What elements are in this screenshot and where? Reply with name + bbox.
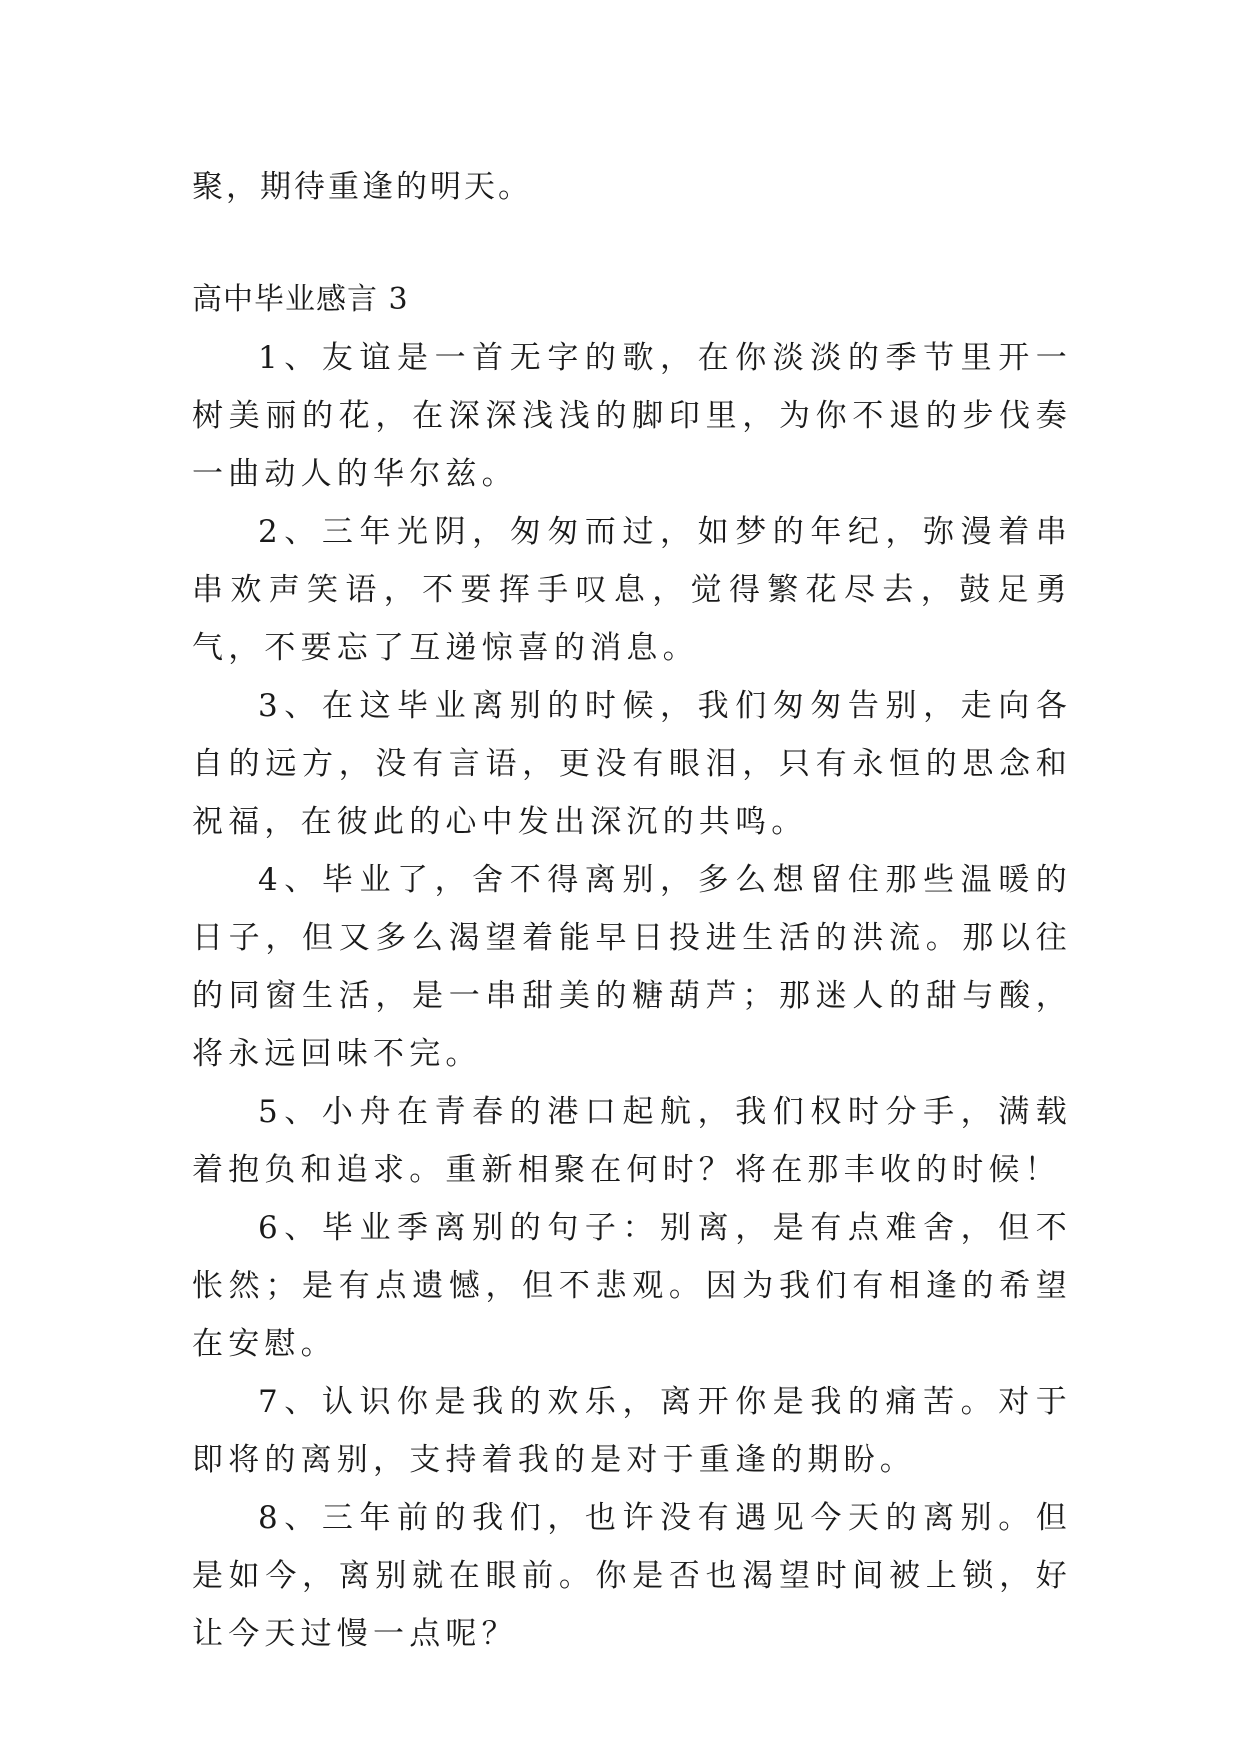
- paragraph-2: 2、三年光阴，匆匆而过，如梦的年纪，弥漫着串串欢声笑语，不要挥手叹息，觉得繁花尽去，鼓足勇气，不要忘了互递惊喜的消息。: [192, 514, 1072, 666]
- paragraph-6: 6、毕业季离别的句子：别离，是有点难舍，但不怅然；是有点遗憾，但不悲观。因为我们有相逢的希望在安慰。: [192, 1210, 1072, 1362]
- paragraph-8: 8、三年前的我们，也许没有遇见今天的离别。但是如今，离别就在眼前。你是否也渴望时间被上锁，好让今天过慢一点呢？: [192, 1500, 1072, 1652]
- paragraph-1: 1、友谊是一首无字的歌，在你淡淡的季节里开一树美丽的花，在深深浅浅的脚印里，为你不退的步伐奏一曲动人的华尔兹。: [192, 340, 1072, 492]
- paragraph-4: 4、毕业了，舍不得离别，多么想留住那些温暖的日子，但又多么渴望着能早日投进生活的洪流。那以往的同窗生活，是一串甜美的糖葫芦；那迷人的甜与酸，将永远回味不完。: [192, 862, 1072, 1072]
- document-page: [192, 158, 1072, 1663]
- section-heading: 高中毕业感言 3: [192, 282, 409, 317]
- continuation-text: 聚，期待重逢的明天。: [192, 169, 532, 205]
- paragraph-3: 3、在这毕业离别的时候，我们匆匆告别，走向各自的远方，没有言语，更没有眼泪，只有永恒的思念和祝福，在彼此的心中发出深沉的共鸣。: [192, 688, 1072, 840]
- paragraph-5: 5、小舟在青春的港口起航，我们权时分手，满载着抱负和追求。重新相聚在何时？将在那丰收的时候！: [192, 1094, 1072, 1188]
- paragraph-7: 7、认识你是我的欢乐，离开你是我的痛苦。对于即将的离别，支持着我的是对于重逢的期盼。: [192, 1384, 1072, 1478]
